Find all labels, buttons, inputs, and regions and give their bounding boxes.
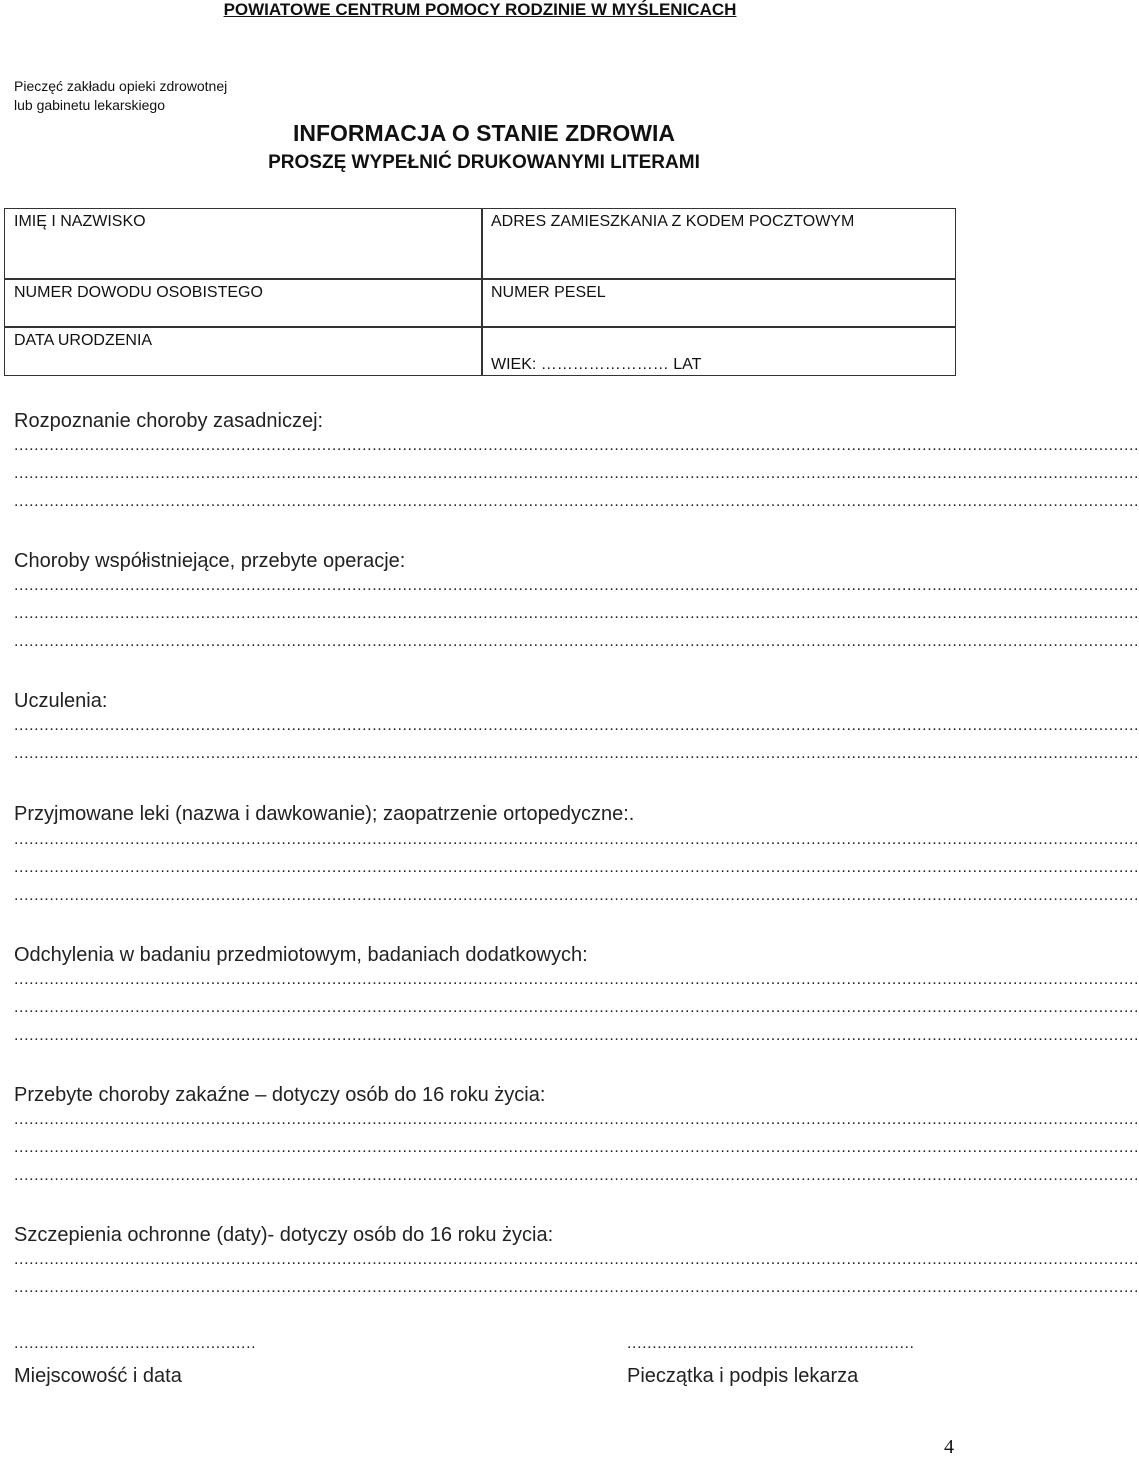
answer-line[interactable]: ............................................................................................................................................................................................................................... [14,831,1139,848]
answer-line[interactable]: ............................................................................................................................................................................................................................... [14,1027,1139,1044]
stamp-area [14,77,227,115]
section-heading-medications: Przyjmowane leki (nazwa i dawkowanie); zaopatrzenie ortopedyczne:. [14,803,635,825]
doctor-signature-label: Pieczątka i podpis lekarza [627,1365,859,1387]
doctor-signature-line[interactable]: ......................................................... [627,1335,915,1352]
section-heading-comorbidities: Choroby współistniejące, przebyte operacje: [14,550,406,572]
name-field-label[interactable]: IMIĘ I NAZWISKO [14,213,146,230]
form-title: INFORMACJA O STANIE ZDROWIA [292,120,676,146]
stamp-label-line2: lub gabinetu lekarskiego [14,97,165,113]
answer-line[interactable]: ............................................................................................................................................................................................................................... [14,717,1139,734]
answer-line[interactable]: ............................................................................................................................................................................................................................... [14,493,1139,510]
answer-line[interactable]: ............................................................................................................................................................................................................................... [14,971,1139,988]
answer-line[interactable]: ............................................................................................................................................................................................................................... [14,465,1139,482]
answer-line[interactable]: ............................................................................................................................................................................................................................... [14,437,1139,454]
place-date-line[interactable]: ................................................ [14,1335,257,1352]
answer-line[interactable]: ............................................................................................................................................................................................................................... [14,1139,1139,1156]
answer-line[interactable]: ............................................................................................................................................................................................................................... [14,745,1139,762]
table-divider [480,326,956,328]
stamp-label-line1: Pieczęć zakładu opieki zdrowotnej [14,78,228,94]
birth-date-field-label[interactable]: DATA URODZENIA [14,332,153,349]
answer-line[interactable]: ............................................................................................................................................................................................................................... [14,633,1139,650]
answer-line[interactable]: ............................................................................................................................................................................................................................... [14,1167,1139,1184]
age-field-label[interactable]: WIEK: …………………… LAT [491,356,702,373]
answer-line[interactable]: ............................................................................................................................................................................................................................... [14,605,1139,622]
page-number: 4 [944,1436,954,1458]
section-heading-main-diagnosis: Rozpoznanie choroby zasadniczej: [14,410,324,432]
id-number-field-label[interactable]: NUMER DOWODU OSOBISTEGO [14,284,263,301]
form-subtitle: PROSZĘ WYPEŁNIĆ DRUKOWANYMI LITERAMI [268,152,700,173]
section-heading-infectious-diseases: Przebyte choroby zakaźne – dotyczy osób do 16 roku życia: [14,1084,546,1106]
personal-data-table [4,208,956,376]
answer-line[interactable]: ............................................................................................................................................................................................................................... [14,1251,1139,1268]
table-divider [4,326,480,328]
answer-line[interactable]: ............................................................................................................................................................................................................................... [14,1279,1139,1296]
section-heading-vaccinations: Szczepienia ochronne (daty)- dotyczy osób do 16 roku życia: [14,1224,554,1246]
table-divider [5,278,955,280]
answer-line[interactable]: ............................................................................................................................................................................................................................... [14,859,1139,876]
answer-line[interactable]: ............................................................................................................................................................................................................................... [14,999,1139,1016]
address-field-label[interactable]: ADRES ZAMIESZKANIA Z KODEM POCZTOWYM [491,213,855,230]
table-divider [481,209,483,375]
section-heading-allergies: Uczulenia: [14,690,108,712]
place-date-label: Miejscowość i data [14,1365,182,1387]
answer-line[interactable]: ............................................................................................................................................................................................................................... [14,887,1139,904]
answer-line[interactable]: ............................................................................................................................................................................................................................... [14,1111,1139,1128]
pesel-field-label[interactable]: NUMER PESEL [491,284,606,301]
answer-line[interactable]: ............................................................................................................................................................................................................................... [14,577,1139,594]
organization-title: POWIATOWE CENTRUM POMOCY RODZINIE W MYŚLENICACH [223,0,737,19]
section-heading-exam-deviations: Odchylenia w badaniu przedmiotowym, badaniach dodatkowych: [14,944,588,966]
